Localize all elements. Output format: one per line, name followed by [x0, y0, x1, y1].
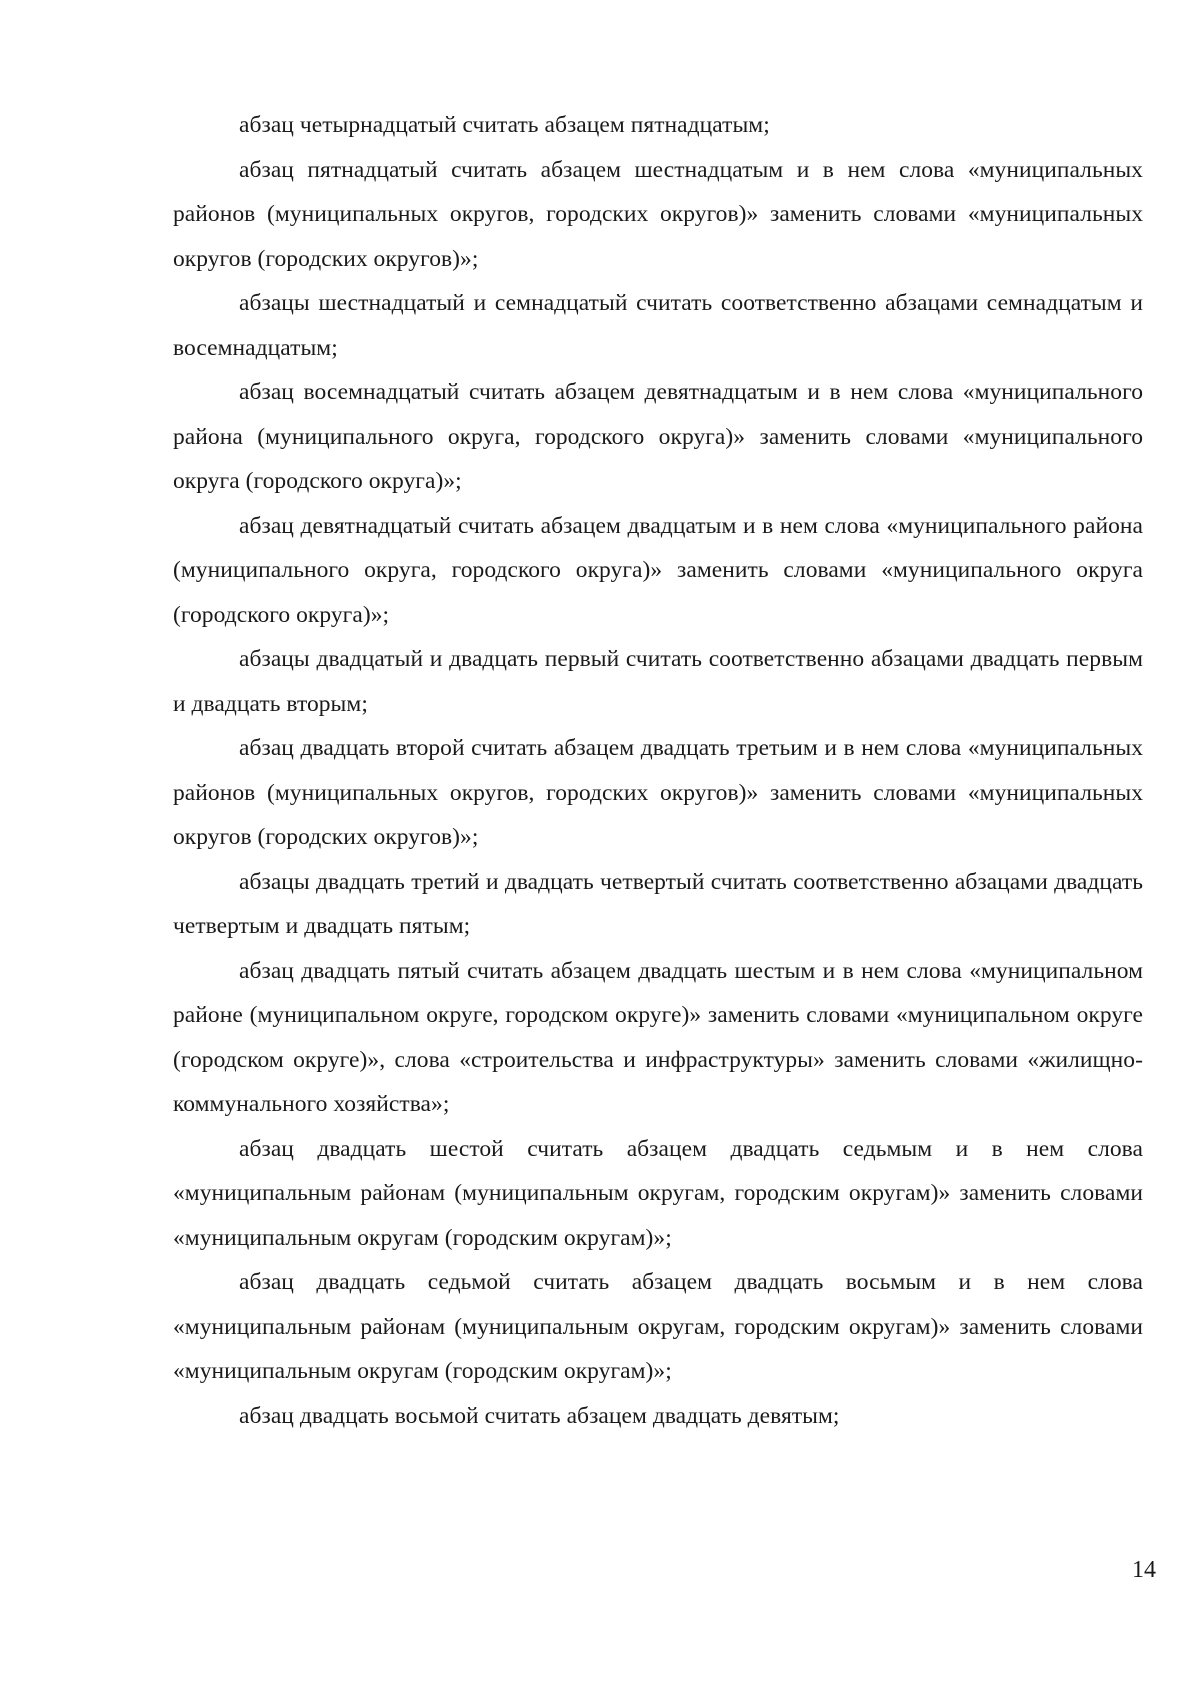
paragraph-11: абзац двадцать седьмой считать абзацем двадцать восьмым и в нем слова «муниципальным районам (муниципальным округам, городским округам)» заменить словами «муниципальным округам (городским округам)»;: [173, 1269, 1143, 1384]
paragraph-10: абзац двадцать шестой считать абзацем двадцать седьмым и в нем слова «муниципальным районам (муниципальным округам, городским округам)» заменить словами «муниципальным округам (городским округам)»;: [173, 1135, 1143, 1251]
document-body: [173, 103, 1143, 1438]
paragraph-7: абзац двадцать второй считать абзацем двадцать третьим и в нем слова «муниципальных районов (муниципальных округов, городских округов)» заменить словами «муниципальных округов (городских округов)»;: [173, 735, 1143, 850]
paragraph-2: абзац пятнадцатый считать абзацем шестнадцатым и в нем слова «муниципальных районов (муниципальных округов, городских округов)» заменить словами «муниципальных округов (городских округов)»;: [173, 156, 1143, 272]
paragraph-8: абзацы двадцать третий и двадцать четвертый считать соответственно абзацами двадцать четвертым и двадцать пятым;: [173, 868, 1143, 939]
paragraph-4: абзац восемнадцатый считать абзацем девятнадцатым и в нем слова «муниципального района (муниципального округа, городского округа)» заменить словами «муниципального округа (городского округа)»;: [173, 379, 1143, 494]
paragraph-9: абзац двадцать пятый считать абзацем двадцать шестым и в нем слова «муниципальном районе (муниципальном округе, городском округе)» заменить словами «муниципальном округе (городском округе)», слова «строительства и инфраструктуры» заменить словами «жилищно-коммунального хозяйства»;: [173, 957, 1143, 1117]
paragraph-12: абзац двадцать восьмой считать абзацем двадцать девятым;: [239, 1402, 840, 1429]
paragraph-6: абзацы двадцатый и двадцать первый считать соответственно абзацами двадцать первым и двадцать вторым;: [173, 646, 1143, 717]
paragraph-3: абзацы шестнадцатый и семнадцатый считать соответственно абзацами семнадцатым и восемнадцатым;: [173, 290, 1143, 361]
paragraph-1: абзац четырнадцатый считать абзацем пятнадцатым;: [239, 112, 770, 138]
page-number: 14: [1132, 1557, 1156, 1583]
paragraph-5: абзац девятнадцатый считать абзацем двадцатым и в нем слова «муниципального района (муниципального округа, городского округа)» заменить словами «муниципального округа (городского округа)»;: [173, 512, 1143, 628]
